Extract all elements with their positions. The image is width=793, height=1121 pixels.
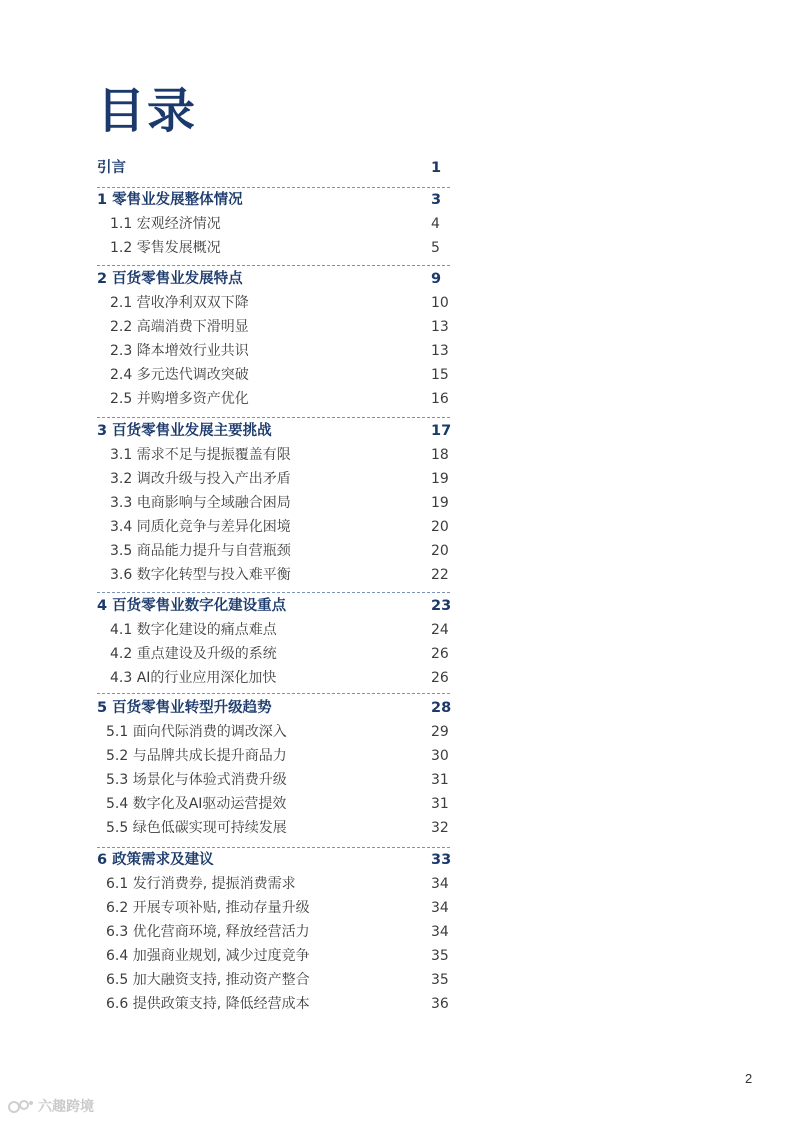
toc-entry-page-number: 26 (431, 646, 449, 662)
page-title: 目录 (97, 83, 198, 139)
toc-chapter-entry[interactable] (0, 189, 793, 211)
toc-entry-page-number: 35 (431, 972, 449, 988)
toc-entry-title: 6.3 优化营商环境, 释放经营活力 (106, 924, 310, 940)
section-divider (97, 265, 450, 266)
toc-entry-page-number: 36 (431, 996, 449, 1012)
toc-section-entry[interactable] (0, 793, 793, 815)
toc-entry-title: 引言 (97, 160, 126, 176)
toc-entry-page-number: 3 (431, 192, 442, 208)
toc-entry-page-number: 4 (431, 216, 440, 232)
toc-section-entry[interactable] (0, 444, 793, 466)
toc-entry-title: 3.6 数字化转型与投入难平衡 (110, 567, 291, 583)
toc-section-entry[interactable] (0, 745, 793, 767)
toc-entry-page-number: 28 (431, 700, 452, 716)
toc-entry-page-number: 1 (431, 160, 442, 176)
toc-section-entry[interactable] (0, 643, 793, 665)
toc-entry-title: 3.4 同质化竞争与差异化困境 (110, 519, 291, 535)
toc-entry-page-number: 23 (431, 598, 452, 614)
toc-entry-page-number: 31 (431, 772, 449, 788)
toc-entry-title: 4.1 数字化建设的痛点难点 (110, 622, 277, 638)
toc-entry-page-number: 34 (431, 876, 449, 892)
toc-entry-title: 6.5 加大融资支持, 推动资产整合 (106, 972, 310, 988)
toc-section-entry[interactable] (0, 364, 793, 386)
toc-entry-title: 2.5 并购增多资产优化 (110, 391, 249, 407)
toc-entry-page-number: 19 (431, 495, 449, 511)
toc-entry-page-number: 26 (431, 670, 449, 686)
toc-entry-page-number: 18 (431, 447, 449, 463)
toc-section-entry[interactable] (0, 516, 793, 538)
toc-section-entry[interactable] (0, 667, 793, 689)
toc-section-entry[interactable] (0, 292, 793, 314)
toc-entry-title: 2.3 降本增效行业共识 (110, 343, 249, 359)
toc-section-entry[interactable] (0, 969, 793, 991)
toc-entry-title: 5.4 数字化及AI驱动运营提效 (106, 796, 287, 812)
toc-entry-page-number: 19 (431, 471, 449, 487)
toc-section-entry[interactable] (0, 340, 793, 362)
toc-entry-page-number: 35 (431, 948, 449, 964)
toc-entry-page-number: 13 (431, 343, 449, 359)
section-divider (97, 417, 450, 418)
toc-section-entry[interactable] (0, 468, 793, 490)
toc-chapter-entry[interactable] (0, 849, 793, 871)
toc-entry-title: 3.3 电商影响与全域融合困局 (110, 495, 291, 511)
section-divider (97, 592, 450, 593)
toc-entry-page-number: 31 (431, 796, 449, 812)
toc-entry-page-number: 33 (431, 852, 452, 868)
toc-entry-title: 5.5 绿色低碳实现可持续发展 (106, 820, 287, 836)
toc-entry-title: 4.2 重点建设及升级的系统 (110, 646, 277, 662)
toc-entry-title: 5.1 面向代际消费的调改深入 (106, 724, 287, 740)
toc-entry-title: 4 百货零售业数字化建设重点 (97, 598, 287, 614)
toc-section-entry[interactable] (0, 945, 793, 967)
toc-section-entry[interactable] (0, 619, 793, 641)
watermark-text: 六趣跨境 (38, 1099, 94, 1115)
toc-entry-page-number: 34 (431, 900, 449, 916)
toc-entry-title: 6.4 加强商业规划, 减少过度竞争 (106, 948, 310, 964)
toc-entry-title: 2.4 多元迭代调改突破 (110, 367, 249, 383)
toc-entry-title: 5 百货零售业转型升级趋势 (97, 700, 272, 716)
toc-entry-page-number: 5 (431, 240, 440, 256)
toc-section-entry[interactable] (0, 492, 793, 514)
toc-entry-title: 2.1 营收净利双双下降 (110, 295, 249, 311)
section-divider (97, 187, 450, 188)
toc-entry-page-number: 29 (431, 724, 449, 740)
toc-section-entry[interactable] (0, 769, 793, 791)
toc-section-entry[interactable] (0, 873, 793, 895)
toc-entry-title: 4.3 AI的行业应用深化加快 (110, 670, 277, 686)
toc-entry-page-number: 16 (431, 391, 449, 407)
section-divider (97, 693, 450, 694)
toc-chapter-entry[interactable] (0, 157, 793, 179)
toc-section-entry[interactable] (0, 897, 793, 919)
toc-chapter-entry[interactable] (0, 697, 793, 719)
toc-entry-title: 5.3 场景化与体验式消费升级 (106, 772, 287, 788)
toc-entry-page-number: 30 (431, 748, 449, 764)
section-divider (97, 847, 450, 848)
toc-entry-page-number: 9 (431, 271, 442, 287)
toc-chapter-entry[interactable] (0, 420, 793, 442)
toc-section-entry[interactable] (0, 564, 793, 586)
toc-section-entry[interactable] (0, 540, 793, 562)
toc-entry-page-number: 34 (431, 924, 449, 940)
toc-entry-title: 6.2 开展专项补贴, 推动存量升级 (106, 900, 310, 916)
toc-section-entry[interactable] (0, 213, 793, 235)
toc-entry-title: 3 百货零售业发展主要挑战 (97, 423, 272, 439)
toc-entry-title: 6 政策需求及建议 (97, 852, 214, 868)
toc-entry-page-number: 20 (431, 519, 449, 535)
page-number: 2 (745, 1071, 753, 1086)
watermark (8, 1094, 94, 1118)
toc-entry-page-number: 10 (431, 295, 449, 311)
toc-section-entry[interactable] (0, 993, 793, 1015)
toc-entry-page-number: 17 (431, 423, 452, 439)
toc-chapter-entry[interactable] (0, 268, 793, 290)
toc-entry-title: 2 百货零售业发展特点 (97, 271, 243, 287)
toc-entry-title: 3.1 需求不足与提振覆盖有限 (110, 447, 291, 463)
toc-entry-page-number: 20 (431, 543, 449, 559)
toc-entry-title: 2.2 高端消费下滑明显 (110, 319, 249, 335)
toc-entry-title: 1.1 宏观经济情况 (110, 216, 221, 232)
watermark-logo-icon (8, 1098, 34, 1114)
toc-section-entry[interactable] (0, 237, 793, 259)
toc-entry-title: 5.2 与品牌共成长提升商品力 (106, 748, 287, 764)
toc-section-entry[interactable] (0, 921, 793, 943)
toc-section-entry[interactable] (0, 721, 793, 743)
toc-chapter-entry[interactable] (0, 595, 793, 617)
toc-section-entry[interactable] (0, 388, 793, 410)
toc-entry-title: 3.2 调改升级与投入产出矛盾 (110, 471, 291, 487)
toc-entry-title: 1 零售业发展整体情况 (97, 192, 243, 208)
toc-section-entry[interactable] (0, 817, 793, 839)
toc-entry-page-number: 32 (431, 820, 449, 836)
toc-entry-page-number: 13 (431, 319, 449, 335)
toc-entry-title: 1.2 零售发展概况 (110, 240, 221, 256)
toc-entry-page-number: 22 (431, 567, 449, 583)
toc-entry-title: 3.5 商品能力提升与自营瓶颈 (110, 543, 291, 559)
toc-entry-page-number: 15 (431, 367, 449, 383)
toc-entry-page-number: 24 (431, 622, 449, 638)
toc-entry-title: 6.1 发行消费券, 提振消费需求 (106, 876, 296, 892)
toc-section-entry[interactable] (0, 316, 793, 338)
toc-entry-title: 6.6 提供政策支持, 降低经营成本 (106, 996, 310, 1012)
